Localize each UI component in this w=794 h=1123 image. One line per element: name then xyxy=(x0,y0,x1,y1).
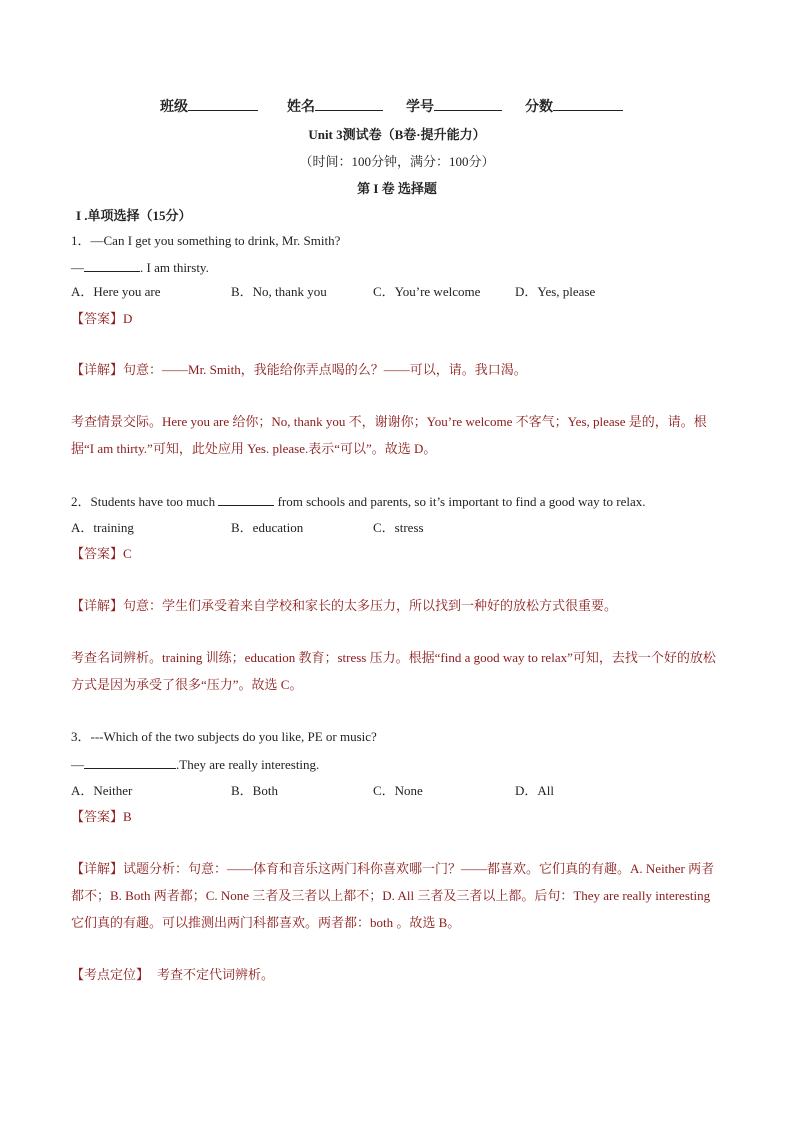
q3-answer-blank xyxy=(84,756,176,769)
q3-stem2-text: .They are really interesting. xyxy=(176,757,320,772)
name-label: 姓名 xyxy=(287,100,315,115)
student-id-label: 学号 xyxy=(406,100,434,115)
q2-option-a[interactable]: A．training xyxy=(71,520,134,535)
q3-point-label: 【考点定位】 xyxy=(71,967,150,982)
q3-option-d[interactable]: D．All xyxy=(515,783,555,798)
q1-stem2-text: . I am thirsty. xyxy=(140,260,209,275)
score-field[interactable] xyxy=(525,96,623,116)
q1-detail-label: 【详解】 xyxy=(71,362,124,377)
q3-stem2 xyxy=(71,756,319,773)
name-field[interactable] xyxy=(287,96,383,116)
q1-answer-label: 【答案】 xyxy=(71,311,124,326)
q2-stem-suffix: from schools and parents, so it’s important to find a good way to relax. xyxy=(274,494,646,509)
q3-option-c[interactable]: C．None xyxy=(373,783,423,798)
q1-option-b[interactable]: B．No, thank you xyxy=(231,284,327,299)
q2-answer-label: 【答案】 xyxy=(71,546,124,561)
name-blank xyxy=(315,98,383,111)
q3-option-b[interactable]: B．Both xyxy=(231,783,278,798)
q1-detail xyxy=(71,362,527,378)
q3-answer xyxy=(71,809,132,825)
q3-point-text: 考查不定代词辨析。 xyxy=(157,967,275,982)
q1-option-c[interactable]: C．You’re welcome xyxy=(373,284,481,299)
q2-detail-text: 句意：学生们承受着来自学校和家长的太多压力，所以找到一种好的放松方式很重要。 xyxy=(123,598,618,613)
q1-detail-text: 句意：——Mr. Smith，我能给你弄点喝的么？——可以，请。我口渴。 xyxy=(123,362,527,377)
student-id-blank xyxy=(434,98,502,111)
q2-answer xyxy=(71,546,132,562)
q1-option-a[interactable]: A．Here you are xyxy=(71,284,161,299)
q2-answer-blank xyxy=(218,493,274,506)
class-field[interactable] xyxy=(160,96,258,116)
q3-answer-value: B xyxy=(123,809,132,824)
score-label: 分数 xyxy=(525,100,553,115)
q2-option-b[interactable]: B．education xyxy=(231,520,304,535)
q2-stem xyxy=(71,493,645,510)
score-blank xyxy=(553,98,623,111)
q3-point xyxy=(71,967,274,983)
q1-dash: — xyxy=(71,260,84,275)
q1-answer-value: D xyxy=(123,311,133,326)
q1-option-d[interactable]: D．Yes, please xyxy=(515,284,596,299)
q1-answer-blank xyxy=(84,259,140,272)
exam-title: Unit 3测试卷（B卷·提升能力） xyxy=(308,127,486,142)
q1-analysis: 考查情景交际。Here you are 给你；No, thank you 不，谢谢你；You’re welcome 不客气；Yes, please 是的，请。根据“I am thirty.”可知，此处应用 Yes. please.表示“可以”。故选 D。 xyxy=(71,414,707,456)
q3-option-a[interactable]: A．Neither xyxy=(71,783,133,798)
q2-answer-value: C xyxy=(123,546,132,561)
q1-answer xyxy=(71,311,132,327)
part1-title: I .单项选择（15分） xyxy=(76,208,192,223)
time-info: （时间：100分钟，满分：100分） xyxy=(299,154,495,169)
q2-stem-prefix: 2．Students have too much xyxy=(71,494,219,509)
class-label: 班级 xyxy=(160,100,188,115)
q3-answer-label: 【答案】 xyxy=(71,809,124,824)
q3-detail xyxy=(71,855,725,936)
student-id-field[interactable] xyxy=(406,96,502,116)
q1-stem: 1．—Can I get you something to drink, Mr. Smith? xyxy=(71,233,341,248)
q3-detail-label: 【详解】 xyxy=(71,861,124,876)
q2-detail xyxy=(71,598,617,614)
section-title: 第 I 卷 选择题 xyxy=(357,181,437,196)
class-blank xyxy=(188,98,258,111)
q3-dash: — xyxy=(71,757,84,772)
q1-stem2 xyxy=(71,259,209,276)
q2-analysis: 考查名词辨析。training 训练；education 教育；stress 压力。根据“find a good way to relax”可知，去找一个好的放松方式是因为承受了很多“压力”。故选 C。 xyxy=(71,650,716,692)
q2-detail-label: 【详解】 xyxy=(71,598,124,613)
q3-stem: 3．---Which of the two subjects do you like, PE or music? xyxy=(71,729,377,744)
q2-option-c[interactable]: C．stress xyxy=(373,520,424,535)
q3-detail-text: 试题分析：句意：——体育和音乐这两门科你喜欢哪一门？——都喜欢。它们真的有趣。A. Neither 两者都不；B. Both 两者都；C. None 三者及三者以上都不；D. All 三者及三者以上都。后句：They are really interesting 它们真的有趣。可以推测出两门科都喜欢。两者都：both 。故选 B。 xyxy=(71,861,715,930)
